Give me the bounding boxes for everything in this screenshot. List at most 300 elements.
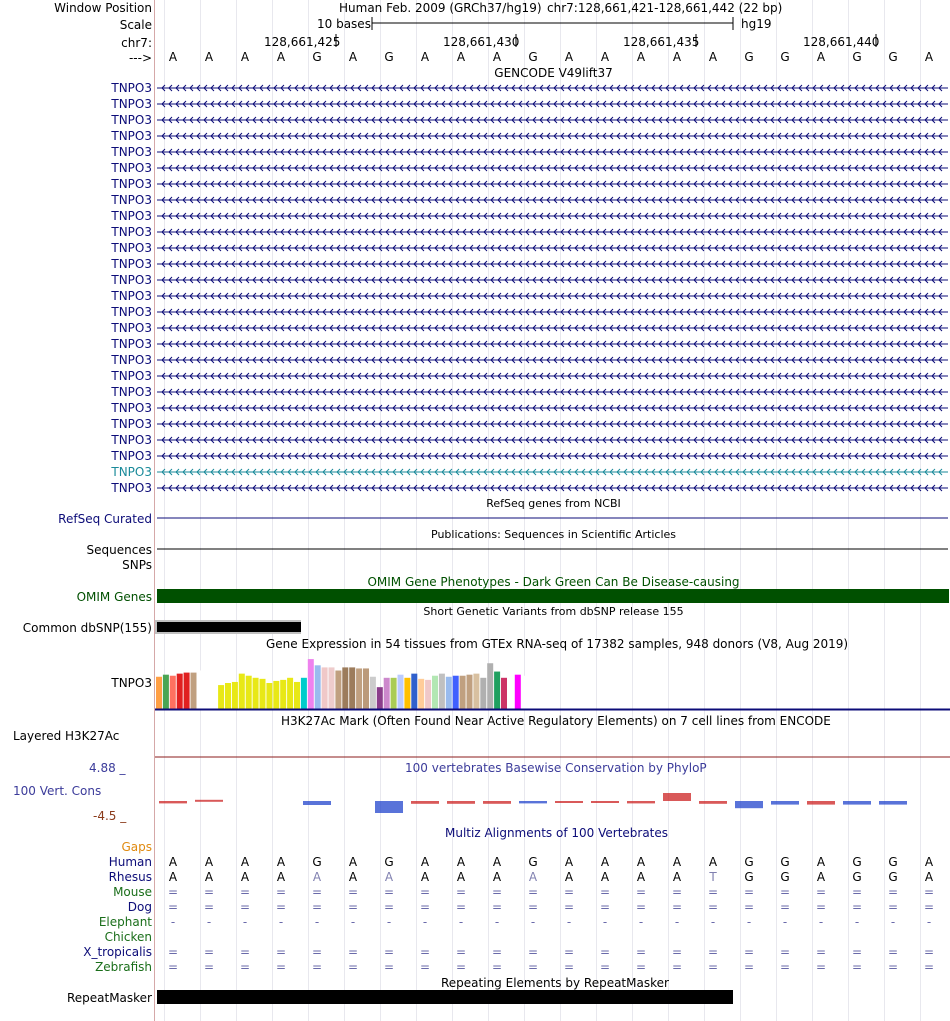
- gtex-track-title: Gene Expression in 54 tissues from GTEx RNA-seq of 17382 samples, 948 donors (V8, Aug 2019): [266, 637, 849, 651]
- aligned-base: =: [419, 945, 431, 959]
- aligned-base: =: [491, 960, 503, 974]
- aligned-base: =: [563, 945, 575, 959]
- gtex-tissue-bar: [246, 676, 252, 709]
- refseq-track-title: RefSeq genes from NCBI: [486, 497, 621, 510]
- aligned-base: =: [563, 960, 575, 974]
- cons-min-label: -4.5 _: [93, 809, 127, 823]
- aligned-base: =: [347, 960, 359, 974]
- sequence-base: G: [312, 50, 322, 64]
- gtex-tissue-bar: [184, 673, 190, 709]
- aligned-base: A: [420, 870, 430, 884]
- aligned-base: =: [671, 885, 683, 899]
- aligned-base: =: [275, 945, 287, 959]
- aligned-base: G: [744, 855, 754, 869]
- gtex-tissue-bar: [487, 663, 493, 709]
- aligned-base: =: [419, 900, 431, 914]
- gencode-transcript-label[interactable]: TNPO3: [111, 385, 152, 399]
- snps-track-label[interactable]: SNPs: [122, 558, 152, 572]
- cons-score-glyph: [843, 801, 871, 805]
- gencode-transcript-label[interactable]: TNPO3: [111, 433, 152, 447]
- multiz-species-label[interactable]: Chicken: [104, 930, 152, 944]
- aligned-base: =: [707, 945, 719, 959]
- aligned-base: =: [455, 945, 467, 959]
- gtex-tissue-bar: [322, 667, 328, 709]
- aligned-base: A: [348, 870, 358, 884]
- aligned-base: =: [383, 960, 395, 974]
- gencode-transcript-label[interactable]: TNPO3: [111, 289, 152, 303]
- aligned-base: A: [384, 870, 394, 884]
- aligned-base: =: [347, 885, 359, 899]
- gtex-tissue-bar: [391, 678, 397, 709]
- aligned-base: =: [527, 945, 539, 959]
- sequence-base: A: [708, 50, 718, 64]
- gencode-transcript-label[interactable]: TNPO3: [111, 449, 152, 463]
- aligned-base: =: [887, 945, 899, 959]
- gtex-tissue-bar: [197, 671, 203, 709]
- gtex-tissue-bar: [398, 675, 404, 709]
- aligned-base: -: [494, 915, 500, 929]
- aligned-base: A: [636, 870, 646, 884]
- sequence-base: A: [456, 50, 466, 64]
- aligned-base: -: [854, 915, 860, 929]
- cons-track-title: 100 vertebrates Basewise Conservation by PhyloP: [405, 761, 707, 775]
- aligned-base: =: [743, 885, 755, 899]
- sequence-base: G: [528, 50, 538, 64]
- aligned-base: =: [779, 960, 791, 974]
- cons-score-glyph: [807, 801, 835, 805]
- aligned-base: =: [743, 945, 755, 959]
- dbsnp-track-label[interactable]: Common dbSNP(155): [22, 621, 152, 635]
- sequence-base: A: [636, 50, 646, 64]
- aligned-base: =: [491, 900, 503, 914]
- aligned-base: =: [311, 960, 323, 974]
- multiz-species-label[interactable]: Rhesus: [108, 870, 152, 884]
- aligned-base: -: [206, 915, 212, 929]
- h3k27ac-track-title: H3K27Ac Mark (Often Found Near Active Regulatory Elements) on 7 cell lines from ENCODE: [281, 714, 831, 728]
- aligned-base: =: [275, 960, 287, 974]
- aligned-base: =: [311, 900, 323, 914]
- gtex-tissue-bar: [501, 678, 507, 709]
- multiz-species-label[interactable]: Human: [108, 855, 152, 869]
- aligned-base: =: [923, 945, 935, 959]
- cons-score-glyph: [411, 801, 439, 804]
- sequence-base: A: [420, 50, 430, 64]
- aligned-base: A: [240, 855, 250, 869]
- aligned-base: -: [458, 915, 464, 929]
- aligned-base: A: [276, 855, 286, 869]
- multiz-species-label[interactable]: Dog: [127, 900, 152, 914]
- aligned-base: =: [167, 885, 179, 899]
- gtex-tissue-bar: [335, 671, 341, 709]
- aligned-base: =: [491, 885, 503, 899]
- dbsnp-track-title: Short Genetic Variants from dbSNP release 155: [423, 605, 684, 618]
- aligned-base: A: [168, 855, 178, 869]
- aligned-base: =: [167, 900, 179, 914]
- coord-tick-label: 128,661,440: [803, 35, 880, 49]
- aligned-base: =: [347, 900, 359, 914]
- cons-score-glyph: [663, 793, 691, 801]
- aligned-base: -: [170, 915, 176, 929]
- aligned-base: G: [384, 855, 394, 869]
- gtex-tissue-bar: [170, 676, 176, 709]
- aligned-base: =: [203, 885, 215, 899]
- aligned-base: -: [638, 915, 644, 929]
- aligned-base: =: [851, 945, 863, 959]
- gtex-tissue-bar: [218, 685, 224, 709]
- gtex-tissue-bar: [163, 675, 169, 709]
- sequence-base: A: [168, 50, 178, 64]
- cons-score-glyph: [375, 801, 403, 813]
- omim-track-label[interactable]: OMIM Genes: [76, 590, 152, 604]
- sequence-base: A: [276, 50, 286, 64]
- aligned-base: =: [923, 885, 935, 899]
- aligned-base: =: [203, 945, 215, 959]
- aligned-base: =: [635, 900, 647, 914]
- aligned-base: =: [527, 960, 539, 974]
- aligned-base: -: [710, 915, 716, 929]
- aligned-base: -: [530, 915, 536, 929]
- sequence-base: A: [204, 50, 214, 64]
- aligned-base: =: [635, 960, 647, 974]
- coord-tick-label: 128,661,425: [264, 35, 341, 49]
- gencode-transcript-label[interactable]: TNPO3: [111, 465, 152, 479]
- cons-score-glyph: [447, 801, 475, 804]
- aligned-base: =: [167, 960, 179, 974]
- aligned-base: G: [744, 870, 754, 884]
- sequence-base: G: [888, 50, 898, 64]
- aligned-base: =: [239, 900, 251, 914]
- scale-db-text: hg19: [741, 17, 772, 31]
- repeatmasker-track-title: Repeating Elements by RepeatMasker: [441, 976, 669, 990]
- gtex-tissue-bar: [301, 678, 307, 709]
- gtex-tissue-bar: [377, 687, 383, 709]
- gtex-track-label[interactable]: TNPO3: [111, 676, 152, 690]
- aligned-base: =: [383, 945, 395, 959]
- aligned-base: =: [887, 960, 899, 974]
- gtex-tissue-bar: [508, 678, 514, 709]
- aligned-base: =: [311, 885, 323, 899]
- aligned-base: =: [347, 945, 359, 959]
- aligned-base: G: [780, 855, 790, 869]
- strand-label: --->: [128, 51, 152, 65]
- gtex-tissue-bar: [273, 681, 279, 709]
- aligned-base: =: [491, 945, 503, 959]
- gencode-transcript-label[interactable]: TNPO3: [111, 129, 152, 143]
- gtex-tissue-bar: [287, 678, 293, 709]
- multiz-species-label[interactable]: Elephant: [98, 915, 152, 929]
- coord-tick-label: 128,661,430: [443, 35, 520, 49]
- aligned-base: =: [455, 885, 467, 899]
- aligned-base: =: [239, 945, 251, 959]
- gtex-tissue-bar: [439, 674, 445, 709]
- gtex-tissue-bar: [370, 677, 376, 709]
- gtex-tissue-bar: [404, 678, 410, 709]
- aligned-base: =: [455, 960, 467, 974]
- publications-track-label[interactable]: Sequences: [86, 543, 152, 557]
- aligned-base: -: [746, 915, 752, 929]
- aligned-base: =: [275, 900, 287, 914]
- coord-tick-label: 128,661,435: [623, 35, 700, 49]
- aligned-base: =: [743, 900, 755, 914]
- aligned-base: =: [851, 900, 863, 914]
- aligned-base: =: [815, 960, 827, 974]
- cons-max-label: 4.88 _: [89, 761, 126, 775]
- aligned-base: -: [890, 915, 896, 929]
- aligned-base: =: [815, 945, 827, 959]
- aligned-base: -: [674, 915, 680, 929]
- aligned-base: =: [707, 960, 719, 974]
- gtex-tissue-bar: [473, 674, 479, 709]
- aligned-base: =: [167, 945, 179, 959]
- gencode-transcript-label[interactable]: TNPO3: [111, 81, 152, 95]
- aligned-base: =: [239, 885, 251, 899]
- sequence-base: A: [492, 50, 502, 64]
- gencode-transcript-label[interactable]: TNPO3: [111, 241, 152, 255]
- aligned-base: A: [492, 855, 502, 869]
- dbsnp-feature-bar: [157, 622, 301, 632]
- aligned-base: -: [422, 915, 428, 929]
- cons-score-glyph: [735, 801, 763, 808]
- aligned-base: A: [456, 855, 466, 869]
- gencode-transcript-label[interactable]: TNPO3: [111, 417, 152, 431]
- aligned-base: =: [815, 900, 827, 914]
- aligned-base: -: [314, 915, 320, 929]
- gencode-transcript-label[interactable]: TNPO3: [111, 353, 152, 367]
- assembly-name: Human Feb. 2009 (GRCh37/hg19): [339, 1, 542, 15]
- aligned-base: =: [527, 885, 539, 899]
- sequence-base: A: [600, 50, 610, 64]
- chrom-label: chr7:: [121, 36, 152, 50]
- gtex-tissue-bar: [494, 672, 500, 709]
- aligned-base: =: [239, 960, 251, 974]
- gencode-transcript-label[interactable]: TNPO3: [111, 273, 152, 287]
- gtex-tissue-bar: [480, 678, 486, 709]
- cons-score-glyph: [555, 801, 583, 803]
- gtex-tissue-bar: [260, 679, 266, 709]
- cons-score-glyph: [483, 801, 511, 804]
- scale-bases-text: 10 bases: [317, 17, 371, 31]
- gtex-tissue-bar: [232, 682, 238, 709]
- aligned-base: =: [203, 900, 215, 914]
- aligned-base: -: [278, 915, 284, 929]
- aligned-base: G: [852, 855, 862, 869]
- aligned-base: =: [887, 885, 899, 899]
- aligned-base: =: [779, 900, 791, 914]
- aligned-base: A: [204, 870, 214, 884]
- cons-score-glyph: [627, 801, 655, 803]
- aligned-base: =: [779, 945, 791, 959]
- cons-score-glyph: [699, 801, 727, 804]
- aligned-base: A: [816, 870, 826, 884]
- gencode-track-title: GENCODE V49lift37: [494, 66, 613, 80]
- aligned-base: A: [528, 870, 538, 884]
- gtex-tissue-bar: [266, 683, 272, 709]
- sequence-base: G: [744, 50, 754, 64]
- aligned-base: =: [527, 900, 539, 914]
- aligned-base: A: [240, 870, 250, 884]
- sequence-base: A: [672, 50, 682, 64]
- omim-track-title: OMIM Gene Phenotypes - Dark Green Can Be Disease-causing: [367, 575, 740, 589]
- gtex-tissue-bar: [418, 679, 424, 709]
- aligned-base: =: [635, 885, 647, 899]
- gencode-transcript-label[interactable]: TNPO3: [111, 145, 152, 159]
- gtex-tissue-bar: [349, 667, 355, 709]
- multiz-track-title: Multiz Alignments of 100 Vertebrates: [445, 826, 669, 840]
- aligned-base: G: [528, 855, 538, 869]
- gtex-tissue-bar: [522, 676, 528, 709]
- aligned-base: -: [566, 915, 572, 929]
- aligned-base: G: [780, 870, 790, 884]
- aligned-base: =: [635, 945, 647, 959]
- aligned-base: G: [852, 870, 862, 884]
- aligned-base: =: [383, 900, 395, 914]
- aligned-base: =: [455, 900, 467, 914]
- aligned-base: T: [709, 870, 717, 884]
- gencode-transcript-label[interactable]: TNPO3: [111, 337, 152, 351]
- aligned-base: =: [563, 885, 575, 899]
- multiz-species-label[interactable]: Gaps: [121, 840, 152, 854]
- aligned-base: =: [203, 960, 215, 974]
- gencode-transcript-label[interactable]: TNPO3: [111, 481, 152, 495]
- aligned-base: =: [671, 960, 683, 974]
- aligned-base: A: [708, 855, 718, 869]
- cons-score-glyph: [303, 801, 331, 805]
- multiz-species-label[interactable]: Mouse: [113, 885, 152, 899]
- aligned-base: -: [386, 915, 392, 929]
- aligned-base: A: [456, 870, 466, 884]
- gtex-tissue-bar: [280, 680, 286, 709]
- aligned-base: =: [599, 900, 611, 914]
- gtex-tissue-bar: [329, 667, 335, 709]
- gtex-tissue-bar: [204, 672, 210, 709]
- repeatmasker-feature-bar: [157, 990, 733, 1004]
- aligned-base: -: [242, 915, 248, 929]
- aligned-base: A: [816, 855, 826, 869]
- aligned-base: =: [383, 885, 395, 899]
- gencode-transcript-label[interactable]: TNPO3: [111, 193, 152, 207]
- aligned-base: G: [312, 855, 322, 869]
- gencode-transcript-label[interactable]: TNPO3: [111, 209, 152, 223]
- sequence-base: A: [816, 50, 826, 64]
- aligned-base: A: [924, 855, 934, 869]
- aligned-base: =: [671, 900, 683, 914]
- aligned-base: A: [312, 870, 322, 884]
- gtex-tissue-bar: [294, 682, 300, 709]
- aligned-base: =: [851, 885, 863, 899]
- gencode-transcript-label[interactable]: TNPO3: [111, 321, 152, 335]
- aligned-base: =: [923, 900, 935, 914]
- aligned-base: A: [276, 870, 286, 884]
- gtex-tissue-bar: [515, 675, 521, 709]
- aligned-base: =: [707, 885, 719, 899]
- aligned-base: A: [636, 855, 646, 869]
- gtex-tissue-bar: [425, 680, 431, 709]
- gtex-tissue-bar: [432, 676, 438, 709]
- aligned-base: -: [926, 915, 932, 929]
- h3k27ac-track-label[interactable]: Layered H3K27Ac: [13, 729, 120, 743]
- aligned-base: A: [672, 870, 682, 884]
- gencode-transcript-label[interactable]: TNPO3: [111, 369, 152, 383]
- aligned-base: =: [779, 885, 791, 899]
- publications-track-title: Publications: Sequences in Scientific Articles: [431, 528, 676, 541]
- aligned-base: A: [564, 855, 574, 869]
- aligned-base: =: [599, 960, 611, 974]
- aligned-base: -: [602, 915, 608, 929]
- aligned-base: =: [563, 900, 575, 914]
- multiz-species-label[interactable]: X_tropicalis: [83, 945, 152, 959]
- aligned-base: A: [564, 870, 574, 884]
- aligned-base: =: [599, 885, 611, 899]
- gencode-transcript-label[interactable]: TNPO3: [111, 257, 152, 271]
- aligned-base: =: [419, 885, 431, 899]
- aligned-base: A: [204, 855, 214, 869]
- gtex-tissue-bar: [411, 674, 417, 709]
- aligned-base: -: [818, 915, 824, 929]
- sequence-base: G: [852, 50, 862, 64]
- aligned-base: =: [671, 945, 683, 959]
- aligned-base: =: [311, 945, 323, 959]
- gtex-tissue-bar: [156, 677, 162, 709]
- scale-label: Scale: [119, 18, 152, 32]
- gencode-transcript-label[interactable]: TNPO3: [111, 401, 152, 415]
- aligned-base: A: [600, 870, 610, 884]
- sequence-base: A: [924, 50, 934, 64]
- aligned-base: -: [782, 915, 788, 929]
- gtex-tissue-bar: [342, 667, 348, 709]
- aligned-base: A: [492, 870, 502, 884]
- multiz-species-label[interactable]: Zebrafish: [95, 960, 152, 974]
- cons-score-glyph: [519, 801, 547, 803]
- repeatmasker-track-label[interactable]: RepeatMasker: [66, 991, 152, 1005]
- aligned-base: =: [599, 945, 611, 959]
- cons-score-glyph: [771, 801, 799, 805]
- aligned-base: =: [707, 900, 719, 914]
- omim-feature-bar: [157, 589, 949, 603]
- aligned-base: G: [888, 870, 898, 884]
- aligned-base: =: [419, 960, 431, 974]
- gtex-tissue-bar: [239, 674, 245, 709]
- gencode-transcript-label[interactable]: TNPO3: [111, 305, 152, 319]
- sequence-base: A: [348, 50, 358, 64]
- cons-track-label[interactable]: 100 Vert. Cons: [13, 784, 102, 798]
- aligned-base: A: [672, 855, 682, 869]
- gtex-tissue-bar: [384, 678, 390, 709]
- cons-score-glyph: [159, 801, 187, 803]
- gtex-tissue-bar: [177, 674, 183, 709]
- gencode-transcript-label[interactable]: TNPO3: [111, 97, 152, 111]
- aligned-base: =: [275, 885, 287, 899]
- gtex-tissue-bar: [467, 675, 473, 709]
- gtex-tissue-bar: [253, 678, 259, 709]
- aligned-base: A: [168, 870, 178, 884]
- aligned-base: A: [348, 855, 358, 869]
- sequence-base: G: [384, 50, 394, 64]
- gencode-transcript-label[interactable]: TNPO3: [111, 225, 152, 239]
- gencode-transcript-label[interactable]: TNPO3: [111, 161, 152, 175]
- gtex-tissue-bar: [315, 665, 321, 709]
- aligned-base: =: [743, 960, 755, 974]
- gtex-tissue-bar: [225, 683, 231, 709]
- cons-score-glyph: [879, 801, 907, 805]
- gencode-transcript-label[interactable]: TNPO3: [111, 113, 152, 127]
- sequence-base: A: [564, 50, 574, 64]
- gtex-tissue-bar: [446, 677, 452, 709]
- aligned-base: =: [815, 885, 827, 899]
- gtex-tissue-bar: [363, 668, 369, 709]
- refseq-track-label[interactable]: RefSeq Curated: [58, 512, 152, 526]
- cons-score-glyph: [591, 801, 619, 803]
- gencode-transcript-label[interactable]: TNPO3: [111, 177, 152, 191]
